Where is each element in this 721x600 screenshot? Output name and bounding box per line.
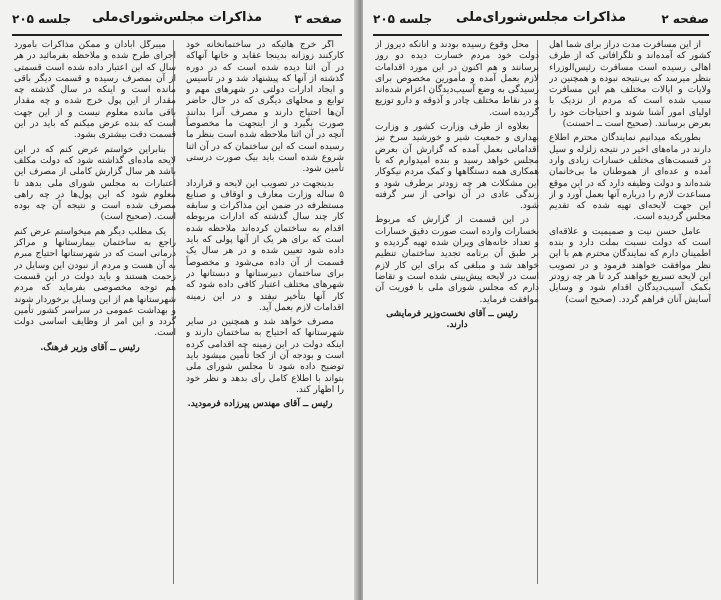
left-page xyxy=(0,0,356,600)
right-page xyxy=(363,0,721,600)
paragraph: مصرف خواهد شد و همچنین در سایر شهرستانها که احتیاج به ساختمان دارند و اینکه دولت در این زمینه چه اقدامی کرده است و بودجه آن از کجا تأمین میشود باید توضیح داده شود تا مجلس شورای ملی بتواند با اطلاع کامل رأی بدهد و نظر خود را اظهار کند. xyxy=(186,317,344,395)
page-header xyxy=(373,10,709,32)
paragraph: میبرگل آبادان و ممکن مذاکرات بامورد اجرای طرح شده و ملاحظه بفرمائید در هر سال که این اعتبار داده شده است قسمتی از آن بمصرف رسیده و قسمت دیگر باقی مانده است و اینکه در سال گذشته چه مقدار از این پول خرج شده و چه مقدار باقی مانده معلوم نیست و از این جهت است که بنده عرض میکنم که باید در این قسمت دقت بیشتری بشود. xyxy=(14,40,176,141)
page-header xyxy=(12,10,342,32)
paragraph: در این قسمت از گزارش که مربوط بخسارات وارده است صورت دقیق خسارات و تعداد خانه‌های ویران شده تهیه گردیده و بر طبق آن برنامه تجدید ساختمان تنظیم خواهد شد و مبلغی که برای این کار لازم است در لایحه پیش‌بینی شده است و تقاضا دارم که مجلس شورای ملی با فوریت آن موافقت فرماید. xyxy=(375,215,539,305)
paragraph: محل وقوع رسیده بودند و آنانکه دیروز از دولت خود مردم خسارت دیده دو روز برسانند و هم اکنون در این مورد اقدامات لازم بعمل آمده و مأمورین مخصوص برای رسیدگی به وضع آسیب‌دیدگان اعزام شده‌اند و در نقاط مختلف چادر و آذوقه و دارو توزیع گردیده است. xyxy=(375,40,539,118)
text-column-left xyxy=(14,40,176,584)
paragraph: از این مسافرت مدت دراز برای شما اهل کشور که آمده‌اند و تلگرافاتی که از طرف اهالی رسیده است مسافرت رئیس‌الوزراء بنظر میرسد که بی‌نتیجه نبوده و همچنین در ولایات و ایالات مختلف هم این مسافرت سبب شده است که مردم از نزدیک با اولیای امور آشنا شوند و احتیاجات خود را بعرض برسانند. (صحیح است ــ احسنت) xyxy=(549,40,711,130)
text-column-left xyxy=(375,40,539,584)
paragraph: بنابراین خواستم عرض کنم که در این لایحه ماده‌ای گذاشته شود که دولت مکلف باشد هر سال گزارش کاملی از مصرف این اعتبارات به مجلس شورای ملی بدهد تا معلوم شود که این پول‌ها در چه راهی مصرف شده است و نتیجه آن چه بوده است. (صحیح است) xyxy=(14,144,176,223)
running-title: مذاکرات مجلس‌شورای‌ملی xyxy=(91,10,263,25)
header-rule xyxy=(373,34,709,36)
paragraph: عامل حسن نیت و صمیمیت و علاقه‌ای است که دولت نسبت بملت دارد و بنده اطمینان دارم که نمایندگان محترم هم با این نظر موافقت خواهند فرمود و در تصویب این لایحه تسریع خواهند کرد تا هر چه زودتر بکمک آسیب‌دیدگان اقدام شود و وسایل آسایش آنان فراهم گردد. (صحیح است) xyxy=(549,226,711,305)
paragraph: یک مطلب دیگر هم میخواستم عرض کنم راجع به ساختمان بیمارستانها و مراکز درمانی است که در شهرستانها احتیاج مبرم به آن هست و مردم از نبودن این وسایل در زحمت هستند و باید دولت در این قسمت هم توجه مخصوصی بفرماید که مردم شهرستانها هم از این وسایل برخوردار شوند و بهداشت عمومی در سراسر کشور تأمین گردد و این امر از وظایف اساسی دولت است. xyxy=(14,226,176,339)
page-number: صفحه ۲ xyxy=(661,12,709,26)
session-number: جلسه ۲۰۵ xyxy=(373,12,433,26)
page-number: صفحه ۳ xyxy=(294,12,342,26)
speaker-line: رئیس ــ آقای مهندس پیرزاده فرمودید. xyxy=(187,399,333,410)
speaker-line: رئیس ــ آقای نخست‌وزیر فرمایشی دارند. xyxy=(386,308,518,331)
header-rule xyxy=(12,34,342,36)
text-column-right xyxy=(549,40,711,584)
paragraph: بعلاوه از طرف وزارت کشور و وزارت بهداری و جمعیت شیر و خورشید سرخ نیز اقداماتی بعمل آمده که گزارش آن بعرض مجلس خواهد رسید و بنده امیدوارم که با همکاری همه دستگاهها و کمک مردم نیکوکار این مشکلات هر چه زودتر برطرف شود و زندگی عادی در آن نواحی از سر گرفته شود. xyxy=(375,122,539,212)
paragraph: بدینجهت در تصویب این لایحه و قرارداد ۵ ساله وزارت معارف و اوقاف و صنایع مستظرفه در ضمن این مذاکرات و سابقه کار چند سال گذشته که ادارات مربوطه اقدام به ساختمان کرده‌اند ملاحظه شده است که برای هر یک از آنها پولی که باید داده شود تعیین شده و در هر سال یک قسمت از آن داده می‌شود و مخصوصاً برای ساختمان دبیرستانها و دبستانها در شهرهای مختلف اعتبار کافی داده شود که کار آنها بتأخیر نیفتد و در این زمینه اقدامات لازم بعمل آید. xyxy=(186,178,344,313)
session-number: جلسه ۲۰۵ xyxy=(12,12,72,26)
paragraph: بطوریکه میدانیم نمایندگان محترم اطلاع دارند در ماه‌های اخیر در نتیجه زلزله و سیل در قسمت‌های مختلف خسارات زیادی وارد آمده و عده‌ای از هموطنان ما بی‌خانمان شده‌اند و دولت وظیفه دارد که در این موقع مساعدت لازم را درباره آنها بعمل آورد و از این جهت لایحه‌ای تهیه شده که تقدیم مجلس گردیده است. xyxy=(549,133,711,223)
text-column-right xyxy=(186,40,344,584)
running-title: مذاکرات مجلس‌شورای‌ملی xyxy=(455,10,627,25)
speaker-line: رئیس ــ آقای وزیر فرهنگ. xyxy=(40,342,140,353)
paragraph: اگر خرج هائیکه در ساختمانخانه خود کارکنند زوزانه بدینجا عقاید و خانها آنها‌که در آن اثنا دیده شده است که در دوره گذشته از آنها که پیشنهاد شد و در تأسیس و ایجاد ادارات دولتی در شهرهای مهم و توابع و محلهای دیگری که در حال حاضر آن‌ها احتیاج دارند و مصرف آنرا بدانند صورت بگیرد و از اینجهت ما مخصوصاً آنچه در آن اثنا ملاحظه شده است بنظر ما رسیده است که این ساختمان که در آن اثنا شروع شده است باید بیک صورت درستی تأمین شود. xyxy=(186,40,344,175)
